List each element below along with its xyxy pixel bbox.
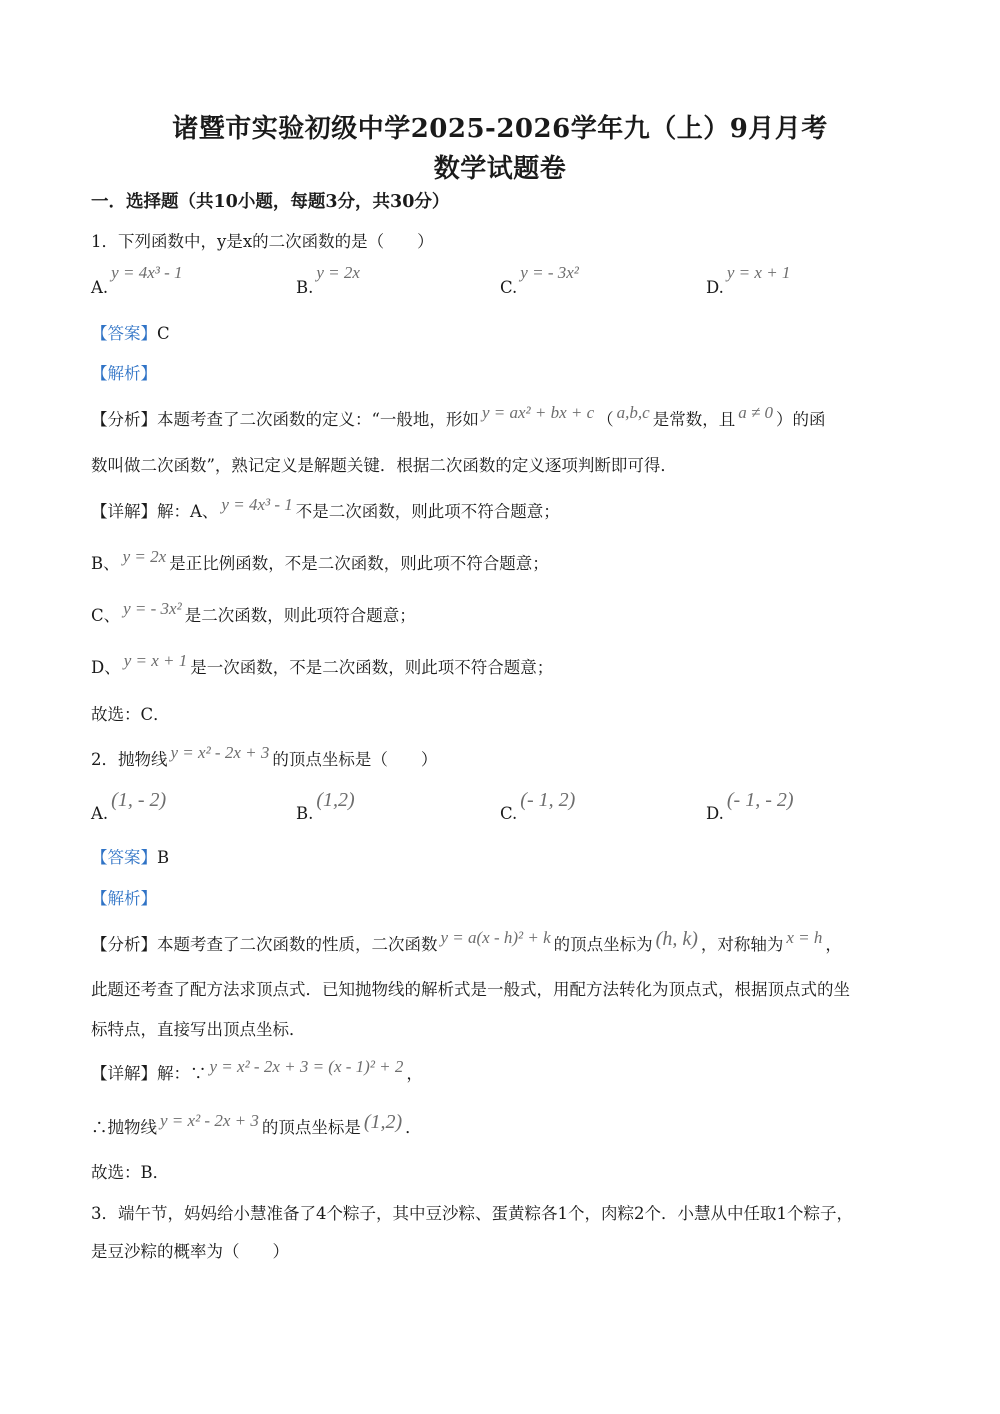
option-math: y = 2x xyxy=(316,263,360,282)
q2-analysis xyxy=(91,928,920,957)
q2-analysis-line2: 此题还考查了配方法求顶点式．已知抛物线的解析式是一般式，用配方法转化为顶点式，根据顶点式的坐 xyxy=(91,980,850,999)
option-label: D. xyxy=(706,804,724,823)
q2-analysis-line3: 标特点，直接写出顶点坐标． xyxy=(91,1020,306,1039)
q3-stem-line1: 3．端午节，妈妈给小慧准备了4个粽子，其中豆沙粽、蛋黄粽各1个，肉粽2个．小慧从中任取1个粽子， xyxy=(91,1204,853,1223)
detail-text: D、 xyxy=(91,658,121,677)
detail-text: ∴抛物线 xyxy=(91,1118,157,1137)
analysis-text: ， xyxy=(825,935,842,954)
option-math: (- 1, - 2) xyxy=(726,789,794,811)
detail-text: 是正比例函数，不是二次函数，则此项不符合题意； xyxy=(169,554,549,573)
detail-text: 不是二次函数，则此项不符合题意； xyxy=(295,502,560,521)
analysis-math: a ≠ 0 xyxy=(738,403,774,422)
analysis-math: x = h xyxy=(786,928,823,947)
option-label: B. xyxy=(296,278,314,297)
answer-value: B xyxy=(157,848,170,867)
q2-detail xyxy=(91,1057,920,1086)
analysis-tag: 【分析】 xyxy=(91,410,157,429)
option-label: C. xyxy=(500,278,518,297)
analysis-text: ，对称轴为 xyxy=(700,935,784,954)
option-label: B. xyxy=(296,804,314,823)
q2-option-d xyxy=(706,789,797,823)
option-label: C. xyxy=(500,804,518,823)
q2-therefore xyxy=(91,1111,920,1140)
q1-answer xyxy=(91,322,920,346)
q3-stem-line2: 是豆沙粽的概率为（ ） xyxy=(91,1242,289,1261)
q1-detail-c xyxy=(91,599,920,628)
q1-jiexi-tag: 【解析】 xyxy=(91,364,157,383)
q1-option-d xyxy=(706,263,793,297)
analysis-text: 本题考查了二次函数的性质，二次函数 xyxy=(157,935,438,954)
detail-text: 解：A、 xyxy=(157,502,219,521)
q2-option-c xyxy=(500,789,578,823)
analysis-paren: （ xyxy=(597,410,614,429)
q1-option-a xyxy=(91,263,186,297)
option-math: (1,2) xyxy=(316,789,355,811)
answer-tag: 【答案】 xyxy=(91,848,157,867)
analysis-math: y = ax² + bx + c xyxy=(481,403,595,422)
stem-text: 的顶点坐标是（ ） xyxy=(272,750,438,769)
detail-math: y = 2x xyxy=(122,547,167,566)
q2-stem xyxy=(91,743,920,772)
detail-math: y = x + 1 xyxy=(123,651,188,670)
q1-conclusion: 故选：C． xyxy=(91,705,170,724)
analysis-math: a,b,c xyxy=(616,403,650,422)
option-math: y = 4x³ - 1 xyxy=(111,263,183,282)
option-label: D. xyxy=(706,278,724,297)
analysis-math: (h, k) xyxy=(655,928,698,950)
detail-text: 解：∵ xyxy=(157,1064,207,1083)
option-math: (- 1, 2) xyxy=(520,789,576,811)
detail-math: y = - 3x² xyxy=(123,599,182,618)
detail-text: 是二次函数，则此项符合题意； xyxy=(184,606,416,625)
analysis-tag: 【分析】 xyxy=(91,935,157,954)
detail-text: ， xyxy=(406,1064,423,1083)
q1-analysis-line2: 数叫做二次函数”，熟记定义是解题关键．根据二次函数的定义逐项判断即可得． xyxy=(91,456,677,475)
q1-detail-a xyxy=(91,495,920,524)
q1-stem: 1．下列函数中，y是x的二次函数的是（ ） xyxy=(91,232,434,251)
analysis-math: y = a(x - h)² + k xyxy=(440,928,551,947)
analysis-text: 本题考查了二次函数的定义：“一般地，形如 xyxy=(157,410,479,429)
detail-math: y = x² - 2x + 3 xyxy=(160,1111,259,1130)
answer-value: C xyxy=(157,324,170,343)
section-heading: 一．选择题（共10小题，每题3分，共30分） xyxy=(91,192,450,212)
q1-option-b xyxy=(296,263,363,297)
detail-text: 是一次函数，不是二次函数，则此项不符合题意； xyxy=(190,658,554,677)
page-subtitle: 数学试题卷 xyxy=(433,154,567,184)
q1-detail-b xyxy=(91,547,920,576)
option-math: y = - 3x² xyxy=(520,263,579,282)
q1-option-c xyxy=(500,263,582,297)
detail-math: y = x² - 2x + 3 = (x - 1)² + 2 xyxy=(209,1057,404,1076)
detail-math: (1,2) xyxy=(363,1111,403,1133)
detail-tag: 【详解】 xyxy=(91,1064,157,1083)
stem-text: 2．抛物线 xyxy=(91,750,168,769)
q2-answer xyxy=(91,846,920,870)
option-math: y = x + 1 xyxy=(726,263,791,282)
detail-text: C、 xyxy=(91,606,121,625)
detail-text: ． xyxy=(405,1118,422,1137)
option-label: A. xyxy=(91,278,109,297)
answer-tag: 【答案】 xyxy=(91,324,157,343)
q2-conclusion: 故选：B． xyxy=(91,1163,170,1182)
option-label: A. xyxy=(91,804,109,823)
q2-jiexi-tag: 【解析】 xyxy=(91,889,157,908)
detail-text: B、 xyxy=(91,554,120,573)
q1-analysis xyxy=(91,403,920,432)
detail-text: 的顶点坐标是 xyxy=(261,1118,361,1137)
page-title: 诸暨市实验初级中学2025-2026学年九（上）9月月考 xyxy=(172,114,828,144)
analysis-text: 的顶点坐标为 xyxy=(553,935,653,954)
q2-option-b xyxy=(296,789,358,823)
q1-detail-d xyxy=(91,651,920,680)
option-math: (1, - 2) xyxy=(111,789,167,811)
detail-tag: 【详解】 xyxy=(91,502,157,521)
q2-option-a xyxy=(91,789,169,823)
stem-math: y = x² - 2x + 3 xyxy=(170,743,270,762)
analysis-text: 是常数，且 xyxy=(652,410,736,429)
detail-math: y = 4x³ - 1 xyxy=(221,495,293,514)
analysis-text: ）的函 xyxy=(776,410,826,429)
